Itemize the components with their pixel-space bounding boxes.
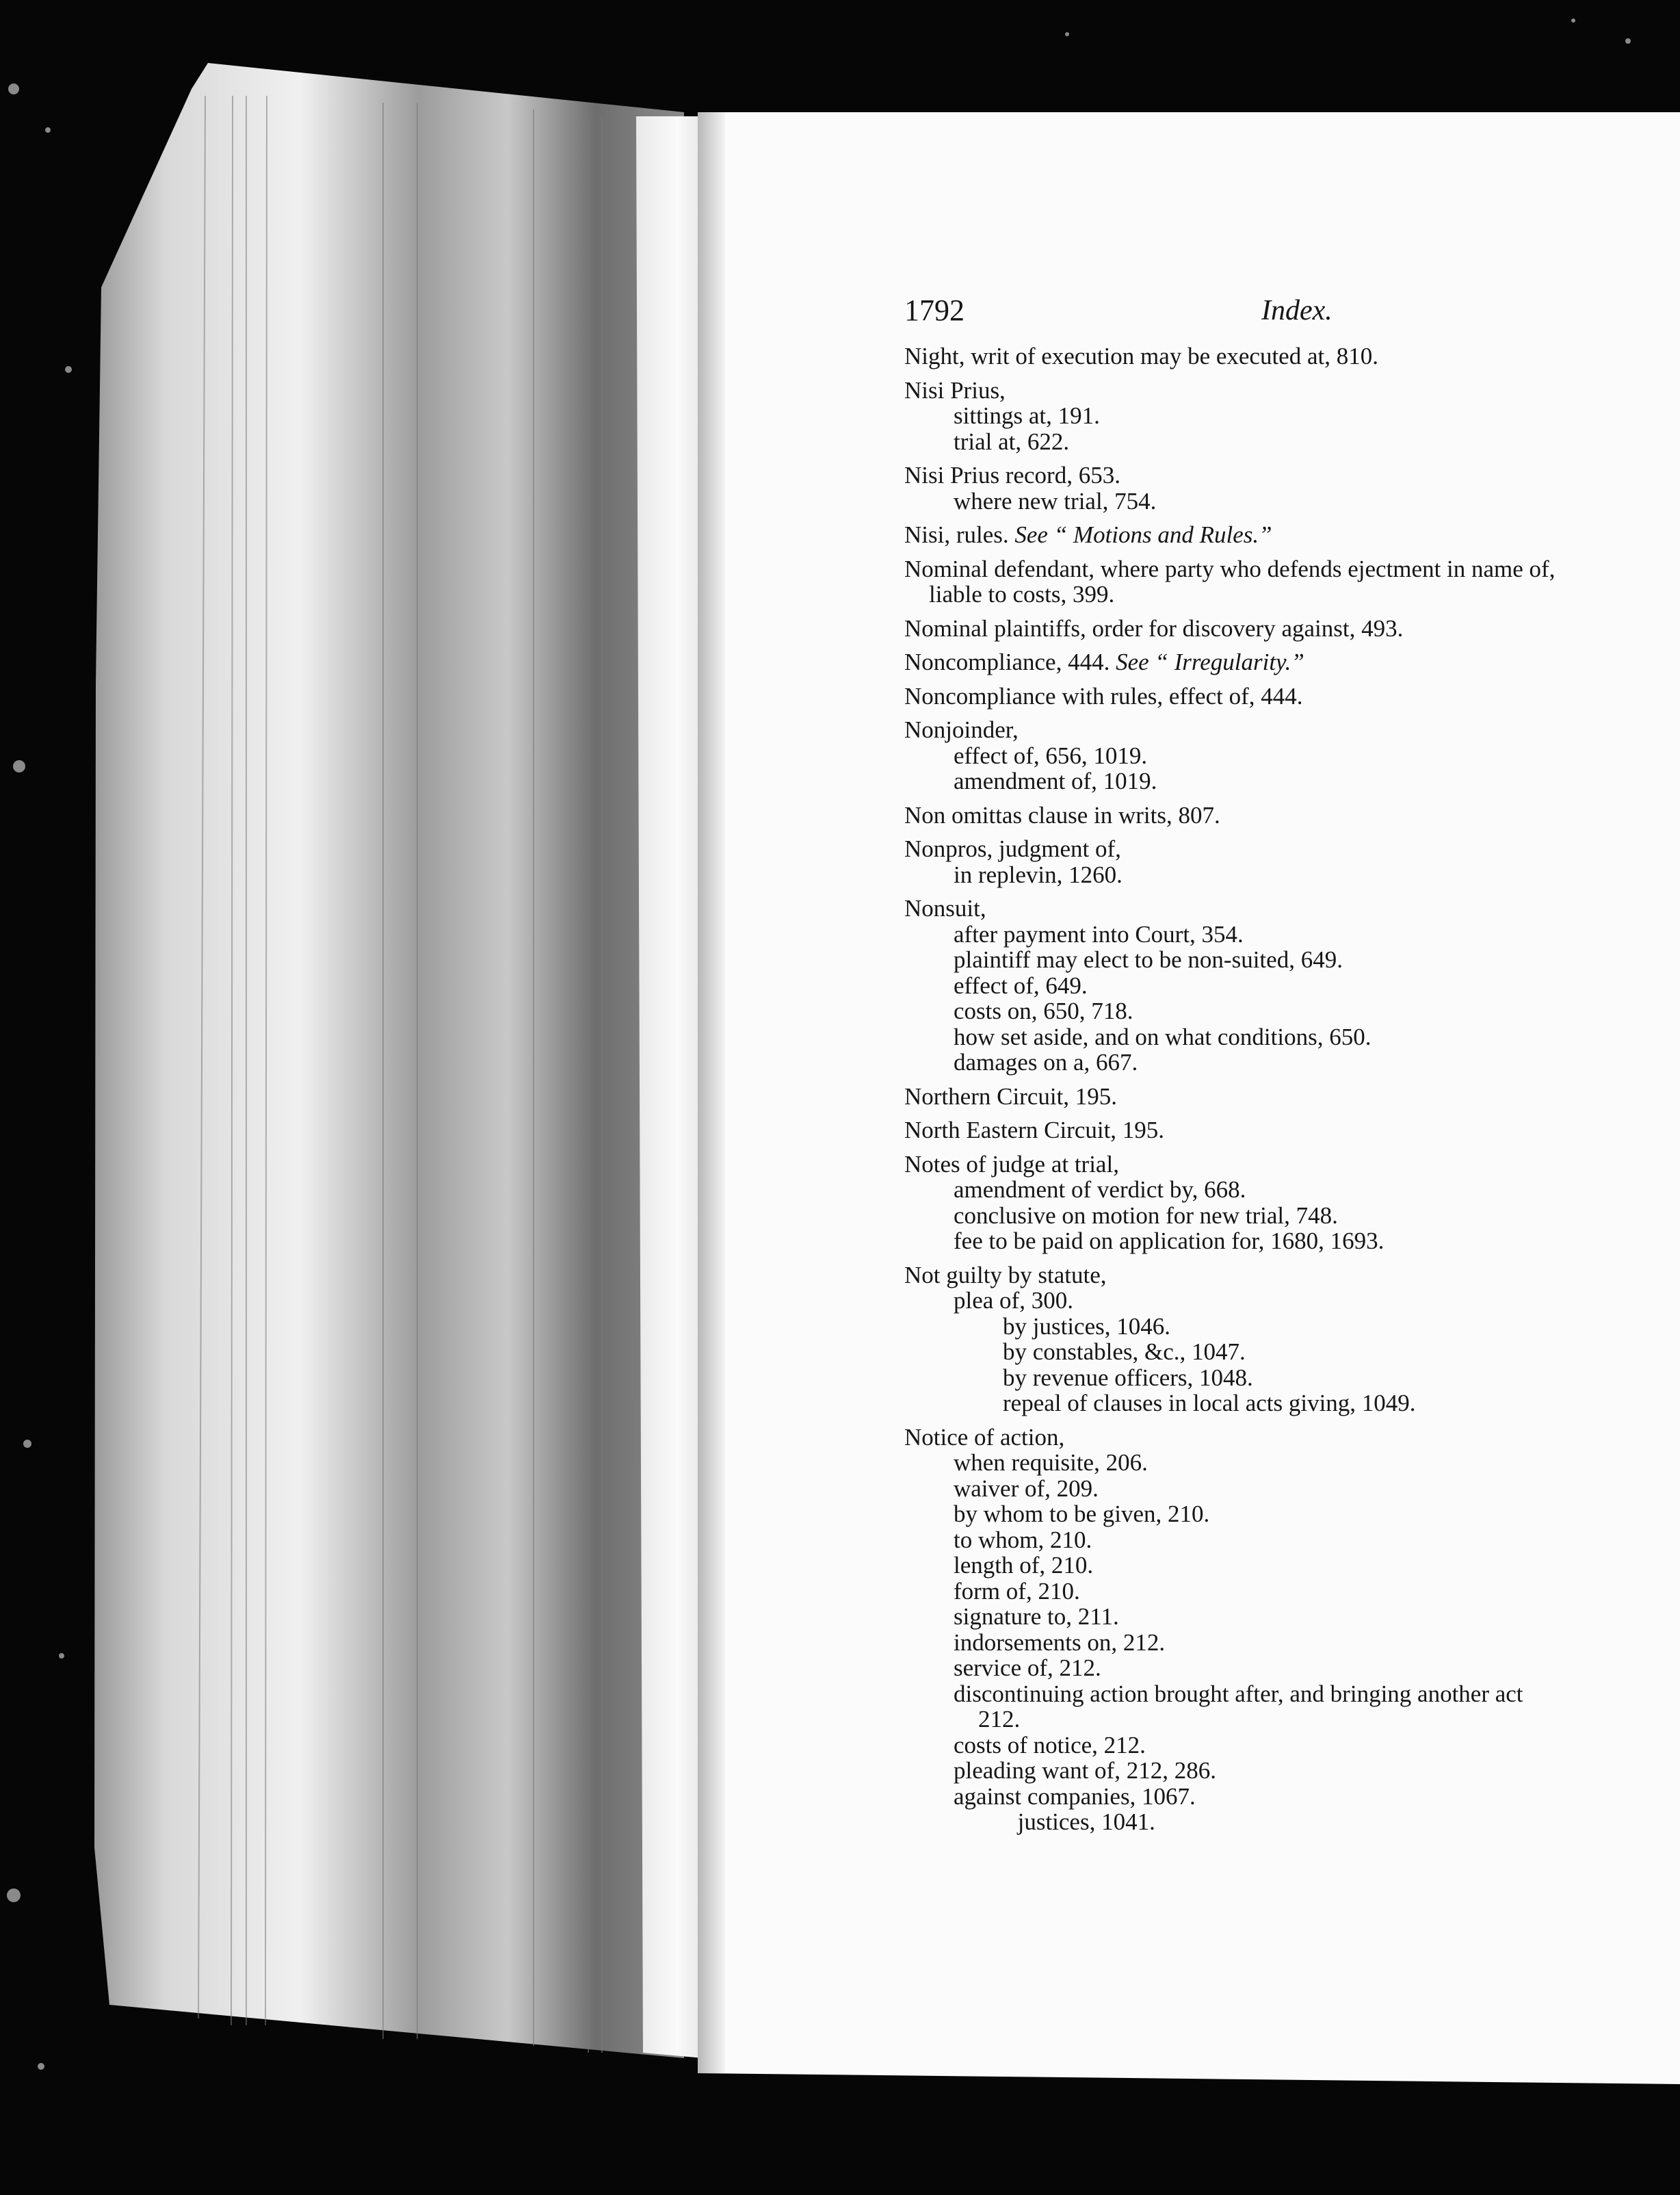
index-subentry-line — [889, 1784, 1680, 1810]
entry-text: how set aside, and on what conditions, 650. — [954, 1023, 1371, 1050]
see-reference: See “ Motions and Rules.” — [1014, 521, 1272, 548]
index-subentry-line — [889, 998, 1680, 1024]
entry-text: effect of, 656, 1019. — [954, 742, 1148, 769]
index-heading-line — [889, 343, 1680, 369]
index-entry — [889, 896, 1680, 1076]
index-entry — [889, 717, 1680, 794]
index-subentry-line — [889, 1732, 1680, 1758]
index-heading-line — [889, 649, 1680, 675]
index-entry — [889, 1117, 1680, 1143]
index-heading-line — [889, 684, 1680, 710]
index-entry — [889, 463, 1680, 514]
entry-text: by whom to be given, 210. — [954, 1501, 1210, 1527]
entry-text: amendment of verdict by, 668. — [954, 1176, 1246, 1203]
entry-text: amendment of, 1019. — [954, 768, 1157, 794]
entry-text: when requisite, 206. — [954, 1449, 1148, 1476]
index-subentry-line — [889, 489, 1680, 515]
index-entry — [889, 1262, 1680, 1416]
entry-text: against companies, 1067. — [954, 1782, 1196, 1810]
index-subentry-line — [889, 1314, 1680, 1340]
entry-text: by revenue officers, 1048. — [1003, 1364, 1253, 1391]
index-entry — [889, 343, 1680, 369]
index-heading-line — [889, 1084, 1680, 1110]
index-heading-line — [889, 378, 1680, 404]
index-subentry-line — [889, 1339, 1680, 1365]
entry-text: Nonpros, judgment of, — [904, 835, 1121, 862]
entry-text: Nisi Prius record, 653. — [904, 462, 1120, 489]
index-subentry-line — [889, 743, 1680, 769]
index-heading-line — [889, 1262, 1680, 1288]
index-subentry-line — [889, 1579, 1680, 1605]
index-subentry-line — [889, 1203, 1680, 1229]
index-heading-line — [889, 896, 1680, 922]
entry-text: Nonsuit, — [904, 895, 986, 922]
index-heading-line — [889, 1117, 1680, 1143]
index-subentry-line — [889, 1630, 1680, 1656]
index-heading-line — [889, 616, 1680, 642]
entry-text: plea of, 300. — [954, 1287, 1073, 1314]
index-subentry-line — [889, 862, 1680, 888]
index-entry — [889, 649, 1680, 675]
entry-text: by constables, &c., 1047. — [1003, 1338, 1246, 1365]
page-number: 1792 — [904, 294, 964, 327]
entry-text: Nonjoinder, — [904, 716, 1019, 743]
index-subentry-line — [889, 1288, 1680, 1314]
index-subentry-line — [889, 1390, 1680, 1416]
entry-text: liable to costs, 399. — [929, 581, 1115, 608]
entry-text: effect of, 649. — [954, 972, 1088, 999]
running-head: Index. — [1261, 295, 1333, 326]
entry-text: costs of notice, 212. — [954, 1731, 1146, 1758]
entry-text: signature to, 211. — [954, 1603, 1119, 1630]
index-subentry-line — [889, 429, 1680, 455]
index-subentry-line — [889, 1501, 1680, 1527]
entry-text: form of, 210. — [954, 1577, 1080, 1605]
index-entry — [889, 616, 1680, 642]
index-entry — [889, 836, 1680, 887]
entry-text: Northern Circuit, 195. — [904, 1082, 1118, 1110]
index-heading-line — [889, 1152, 1680, 1178]
entry-text: Not guilty by statute, — [904, 1261, 1107, 1288]
entry-text: length of, 210. — [954, 1552, 1094, 1579]
entry-text: Night, writ of execution may be executed at, 810. — [904, 343, 1378, 369]
entry-text: by justices, 1046. — [1003, 1312, 1170, 1340]
index-heading-line — [889, 717, 1680, 743]
entry-text: conclusive on motion for new trial, 748. — [954, 1202, 1338, 1229]
entry-text: to whom, 210. — [954, 1526, 1092, 1553]
page-edges — [94, 63, 684, 2058]
index-heading-line — [889, 1425, 1680, 1451]
index-heading-line — [889, 463, 1680, 489]
entry-text: Nisi, rules. — [904, 521, 1009, 548]
index-subentry-line — [889, 1809, 1680, 1835]
entry-text: in replevin, 1260. — [954, 861, 1123, 888]
entry-text: plaintiff may elect to be non-suited, 649. — [954, 946, 1343, 973]
index-heading-line — [889, 803, 1680, 829]
index-subentry-line — [889, 1177, 1680, 1203]
index-entry — [889, 1084, 1680, 1110]
entry-text: waiver of, 209. — [954, 1475, 1099, 1502]
entry-text: Notes of judge at trial, — [904, 1150, 1119, 1178]
index-subentry-line — [889, 1681, 1680, 1707]
index-subentry-line — [889, 1527, 1680, 1553]
entry-text: 212. — [978, 1706, 1021, 1732]
index-subentry-line — [889, 1604, 1680, 1630]
entry-text: Nominal defendant, where party who defends ejectment in name of, — [904, 555, 1556, 582]
index-subentry-line — [889, 1758, 1680, 1784]
index-subentry-line — [889, 1050, 1680, 1076]
index-subentry-line — [889, 1553, 1680, 1579]
index-subentry-line — [889, 768, 1680, 794]
entry-text: service of, 212. — [954, 1654, 1101, 1681]
entry-text: discontinuing action brought after, and bringing another act — [954, 1680, 1523, 1707]
entry-text: North Eastern Circuit, 195. — [904, 1117, 1165, 1143]
entry-text: pleading want of, 212, 286. — [954, 1757, 1216, 1784]
index-entry — [889, 803, 1680, 829]
index-heading-line — [889, 522, 1680, 548]
entry-text: repeal of clauses in local acts giving, 1049. — [1003, 1390, 1416, 1416]
see-reference: See “ Irregularity.” — [1116, 649, 1304, 675]
page-header — [889, 286, 1680, 343]
entry-text: after payment into Court, 354. — [954, 920, 1244, 948]
index-subentry-line — [889, 922, 1680, 948]
index-subentry-line — [889, 1476, 1680, 1502]
index-page-text — [889, 286, 1680, 1835]
entry-text: Noncompliance, 444. — [904, 649, 1110, 675]
entry-text: damages on a, 667. — [954, 1049, 1138, 1076]
index-subentry-line — [889, 1706, 1680, 1732]
entry-text: where new trial, 754. — [954, 487, 1157, 515]
index-subentry-line — [889, 1655, 1680, 1681]
gutter-shadow — [698, 112, 725, 2073]
entry-text: Noncompliance with rules, effect of, 444. — [904, 682, 1303, 710]
index-entry — [889, 522, 1680, 548]
index-subentry-line — [889, 403, 1680, 429]
index-subentry-line — [889, 973, 1680, 999]
index-subentry-line — [889, 1450, 1680, 1476]
entry-text: Notice of action, — [904, 1423, 1065, 1451]
entry-text: Nisi Prius, — [904, 376, 1006, 404]
entry-text: Nominal plaintiffs, order for discovery against, 493. — [904, 614, 1404, 642]
index-subentry-line — [889, 1228, 1680, 1254]
index-entry — [889, 1425, 1680, 1835]
index-subentry-line — [889, 582, 1680, 608]
entry-text: justices, 1041. — [1017, 1808, 1155, 1835]
index-subentry-line — [889, 1365, 1680, 1391]
entry-text: fee to be paid on application for, 1680, 1693. — [954, 1228, 1384, 1254]
index-entries — [889, 343, 1680, 1835]
entry-text: trial at, 622. — [954, 428, 1070, 455]
index-subentry-line — [889, 1024, 1680, 1050]
index-subentry-line — [889, 947, 1680, 973]
index-entry — [889, 684, 1680, 710]
index-entry — [889, 1152, 1680, 1254]
entry-text: sittings at, 191. — [954, 402, 1100, 429]
index-entry — [889, 556, 1680, 608]
index-entry — [889, 378, 1680, 455]
entry-text: indorsements on, 212. — [954, 1628, 1166, 1656]
entry-text: Non omittas clause in writs, 807. — [904, 801, 1220, 829]
index-heading-line — [889, 556, 1680, 582]
index-heading-line — [889, 836, 1680, 862]
entry-text: costs on, 650, 718. — [954, 998, 1133, 1024]
